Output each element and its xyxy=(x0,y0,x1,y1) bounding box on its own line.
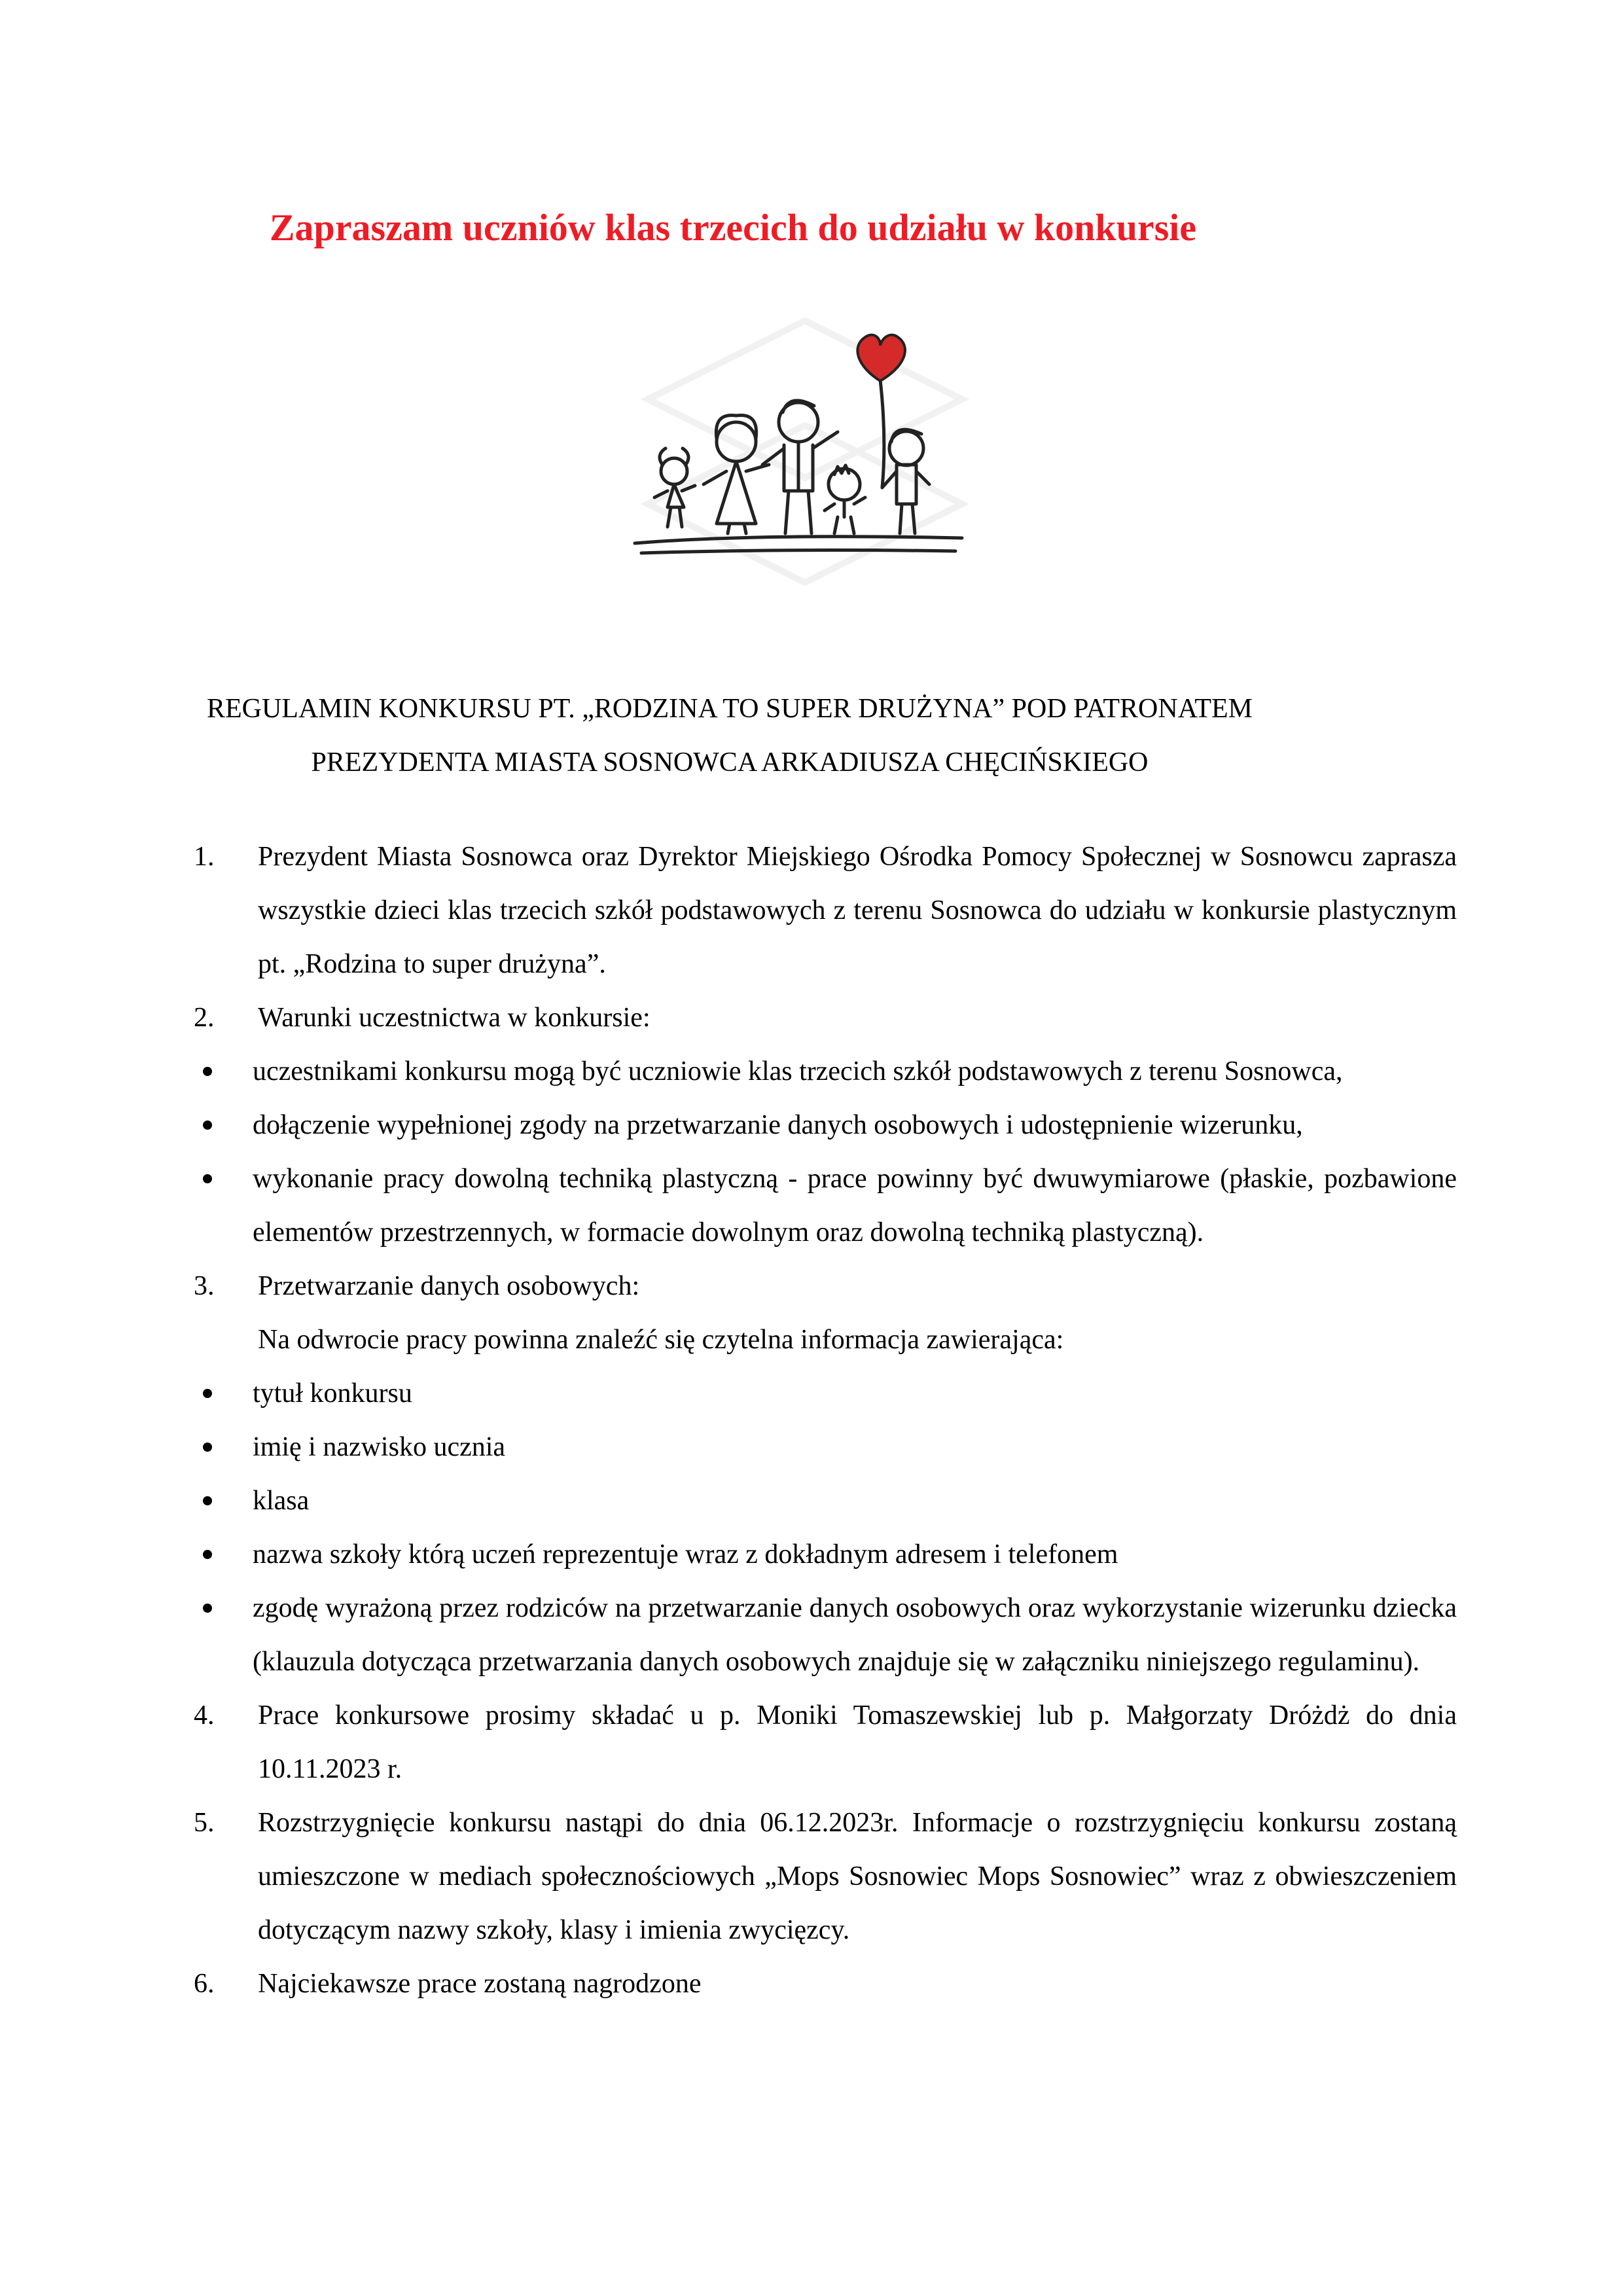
bullet-text: zgodę wyrażoną przez rodziców na przetwarzanie danych osobowych oraz wykorzystanie wizerunku dziecka (klauzula dotycząca przetwarzania danych osobowych znajduje się w załączniku niniejszego regulaminu). xyxy=(253,1593,1457,1677)
item-number: 1. xyxy=(194,842,215,872)
item-number: 5. xyxy=(194,1808,215,1838)
list-item-2 xyxy=(194,991,1457,1045)
item-number: 2. xyxy=(194,1003,215,1033)
bullet-item xyxy=(194,1045,1457,1098)
item-subtext: Na odwrocie pracy powinna znaleźć się czytelna informacja zawierająca: xyxy=(258,1325,1064,1355)
bullet-text: dołączenie wypełnionej zgody na przetwarzanie danych osobowych i udostępnienie wizerunku, xyxy=(253,1110,1303,1140)
item-text: Najciekawsze prace zostaną nagrodzone xyxy=(258,1969,702,1999)
bullet-item xyxy=(194,1367,1457,1420)
bullet-text: uczestnikami konkursu mogą być uczniowie klas trzecich szkół podstawowych z terenu Sosnowca, xyxy=(253,1056,1343,1086)
bullet-text: nazwa szkoły którą uczeń reprezentuje wraz z dokładnym adresem i telefonem xyxy=(253,1539,1118,1570)
bullet-item xyxy=(194,1528,1457,1581)
item-text: Przetwarzanie danych osobowych: xyxy=(258,1271,640,1301)
regulation-heading xyxy=(0,682,1623,789)
bullet-item xyxy=(194,1420,1457,1474)
bullet-icon xyxy=(203,1067,212,1076)
bullet-icon xyxy=(203,1604,212,1613)
list-item-5 xyxy=(194,1796,1457,1957)
bullet-icon xyxy=(203,1174,212,1183)
heading-line-1: REGULAMIN KONKURSU PT. „RODZINA TO SUPER DRUŻYNA” POD PATRONATEM xyxy=(206,694,1253,724)
family-with-heart-balloon-illustration xyxy=(622,308,988,615)
bullet-icon xyxy=(203,1496,212,1505)
bullet-item xyxy=(194,1152,1457,1259)
bullet-icon xyxy=(203,1443,212,1452)
list-item-3 xyxy=(194,1259,1457,1313)
bullet-text: tytuł konkursu xyxy=(253,1378,412,1408)
bullet-text: klasa xyxy=(253,1486,310,1516)
item-text: Prezydent Miasta Sosnowca oraz Dyrektor Miejskiego Ośrodka Pomocy Społecznej w Sosnowcu zaprasza wszystkie dzieci klas trzecich szkół podstawowych z terenu Sosnowca do udziału w konkursie plastycznym pt. „Rodzina to super drużyna”. xyxy=(258,842,1457,979)
bullet-icon xyxy=(203,1121,212,1130)
list-item-6 xyxy=(194,1957,1457,2011)
invitation-title: Zapraszam uczniów klas trzecich do udziału w konkursie xyxy=(269,206,1197,249)
bullet-item xyxy=(194,1098,1457,1152)
item-text: Rozstrzygnięcie konkursu nastąpi do dnia 06.12.2023r. Informacje o rozstrzygnięciu konkursu zostaną umieszczone w mediach społecznościowych „Mops Sosnowiec Mops Sosnowiec” wraz z obwieszczeniem dotyczącym nazwy szkoły, klasy i imienia zwycięzcy. xyxy=(258,1808,1457,1945)
bullet-icon xyxy=(203,1550,212,1559)
list-item-4 xyxy=(194,1689,1457,1796)
bullet-icon xyxy=(203,1389,212,1398)
item-number: 3. xyxy=(194,1271,215,1301)
item-text: Warunki uczestnictwa w konkursie: xyxy=(258,1003,651,1033)
bullet-text: wykonanie pracy dowolną techniką plastyczną - prace powinny być dwuwymiarowe (płaskie, pozbawione elementów przestrzennych, w formacie dowolnym oraz dowolną techniką plastyczną). xyxy=(253,1164,1457,1247)
bullet-item xyxy=(194,1581,1457,1689)
list-item-1 xyxy=(194,830,1457,991)
regulation-list xyxy=(194,830,1457,2011)
bullet-text: imię i nazwisko ucznia xyxy=(253,1432,506,1462)
item-text: Prace konkursowe prosimy składać u p. Moniki Tomaszewskiej lub p. Małgorzaty Dróżdż do dnia 10.11.2023 r. xyxy=(258,1700,1457,1784)
bullet-item xyxy=(194,1474,1457,1528)
item-number: 4. xyxy=(194,1700,215,1731)
heading-line-2: PREZYDENTA MIASTA SOSNOWCA ARKADIUSZA CHĘCIŃSKIEGO xyxy=(311,747,1149,778)
item-number: 6. xyxy=(194,1969,215,1999)
